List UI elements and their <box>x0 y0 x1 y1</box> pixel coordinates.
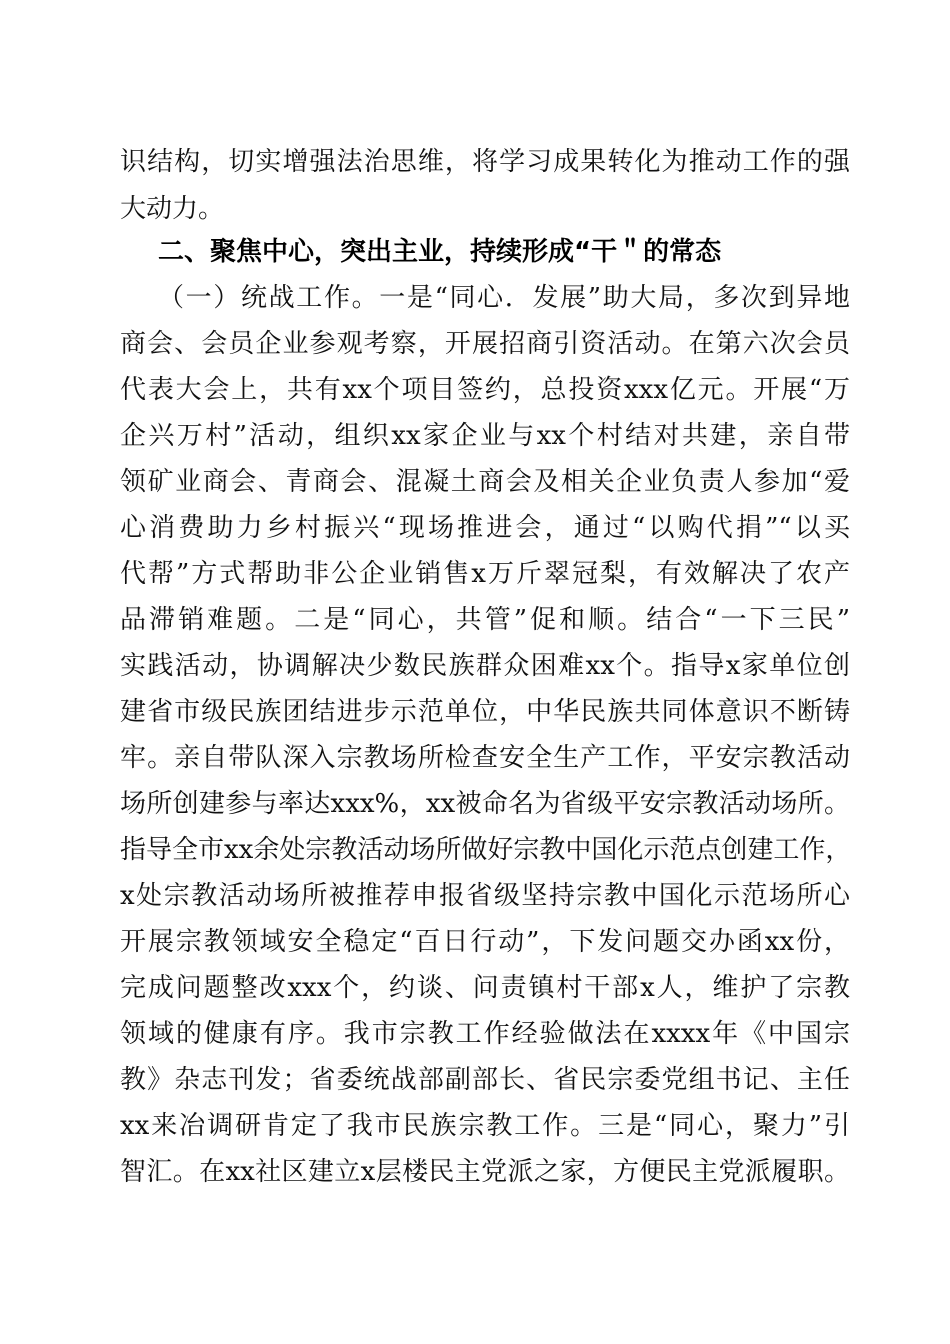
paragraph-2-line-19: xx来冶调研肯定了我市民族宗教工作。三是“同心，聚力”引 <box>120 1111 850 1141</box>
paragraph-2-line-7: 代帮”方式帮助非公企业销售x万斤翠冠梨，有效解决了农产 <box>120 559 850 589</box>
paragraph-2-line-3: 代表大会上，共有xx个项目签约，总投资xxx亿元。开展“万 <box>120 375 850 405</box>
paragraph-2-line-8: 品滞销难题。二是“同心，共管”促和顺。结合“一下三民” <box>120 605 850 635</box>
paragraph-1-line-2: 大动力。 <box>120 194 225 224</box>
paragraph-2-line-18: 教》杂志刊发；省委统战部副部长、省民宗委党组书记、主任 <box>120 1065 850 1095</box>
paragraph-2-line-10: 建省市级民族团结进步示范单位，中华民族共同体意识不断铸 <box>120 697 850 727</box>
paragraph-2-line-16: 完成问题整改xxx个，约谈、问责镇村干部x人，维护了宗教 <box>120 973 850 1003</box>
paragraph-2-line-9: 实践活动，协调解决少数民族群众困难xx个。指导x家单位创 <box>120 651 850 681</box>
paragraph-2-line-12: 场所创建参与率达xxx%，xx被命名为省级平安宗教活动场所。 <box>120 789 850 819</box>
section-heading: 二、聚焦中心，突出主业，持续形成“干＂的常态 <box>158 237 722 267</box>
paragraph-2-line-1: （一）统战工作。一是“同心．发展”助大局，多次到异地 <box>158 283 850 313</box>
paragraph-2-line-4: 企兴万村”活动，组织xx家企业与xx个村结对共建，亲自带 <box>120 421 850 451</box>
paragraph-2-line-15: 开展宗教领域安全稳定“百日行动”，下发问题交办函xx份， <box>120 927 850 957</box>
paragraph-2-line-13: 指导全市xx余处宗教活动场所做好宗教中国化示范点创建工作， <box>120 835 852 865</box>
paragraph-2-line-11: 牢。亲自带队深入宗教场所检查安全生产工作，平安宗教活动 <box>120 743 850 773</box>
paragraph-2-line-14: x处宗教活动场所被推荐申报省级坚持宗教中国化示范场所心 <box>120 881 850 911</box>
paragraph-2-line-17: 领域的健康有序。我市宗教工作经验做法在xxxx年《中国宗 <box>120 1019 850 1049</box>
paragraph-2-line-2: 商会、会员企业参观考察，开展招商引资活动。在第六次会员 <box>120 329 850 359</box>
paragraph-2-line-20: 智汇。在xx社区建立x层楼民主党派之家，方便民主党派履职。 <box>120 1157 850 1187</box>
paragraph-2-line-5: 领矿业商会、青商会、混凝土商会及相关企业负责人参加“爱 <box>120 467 850 497</box>
paragraph-2-line-6: 心消费助力乡村振兴“现场推进会，通过“以购代捐”“以买 <box>120 513 850 543</box>
paragraph-1-line-1: 识结构，切实增强法治思维，将学习成果转化为推动工作的强 <box>120 147 850 177</box>
